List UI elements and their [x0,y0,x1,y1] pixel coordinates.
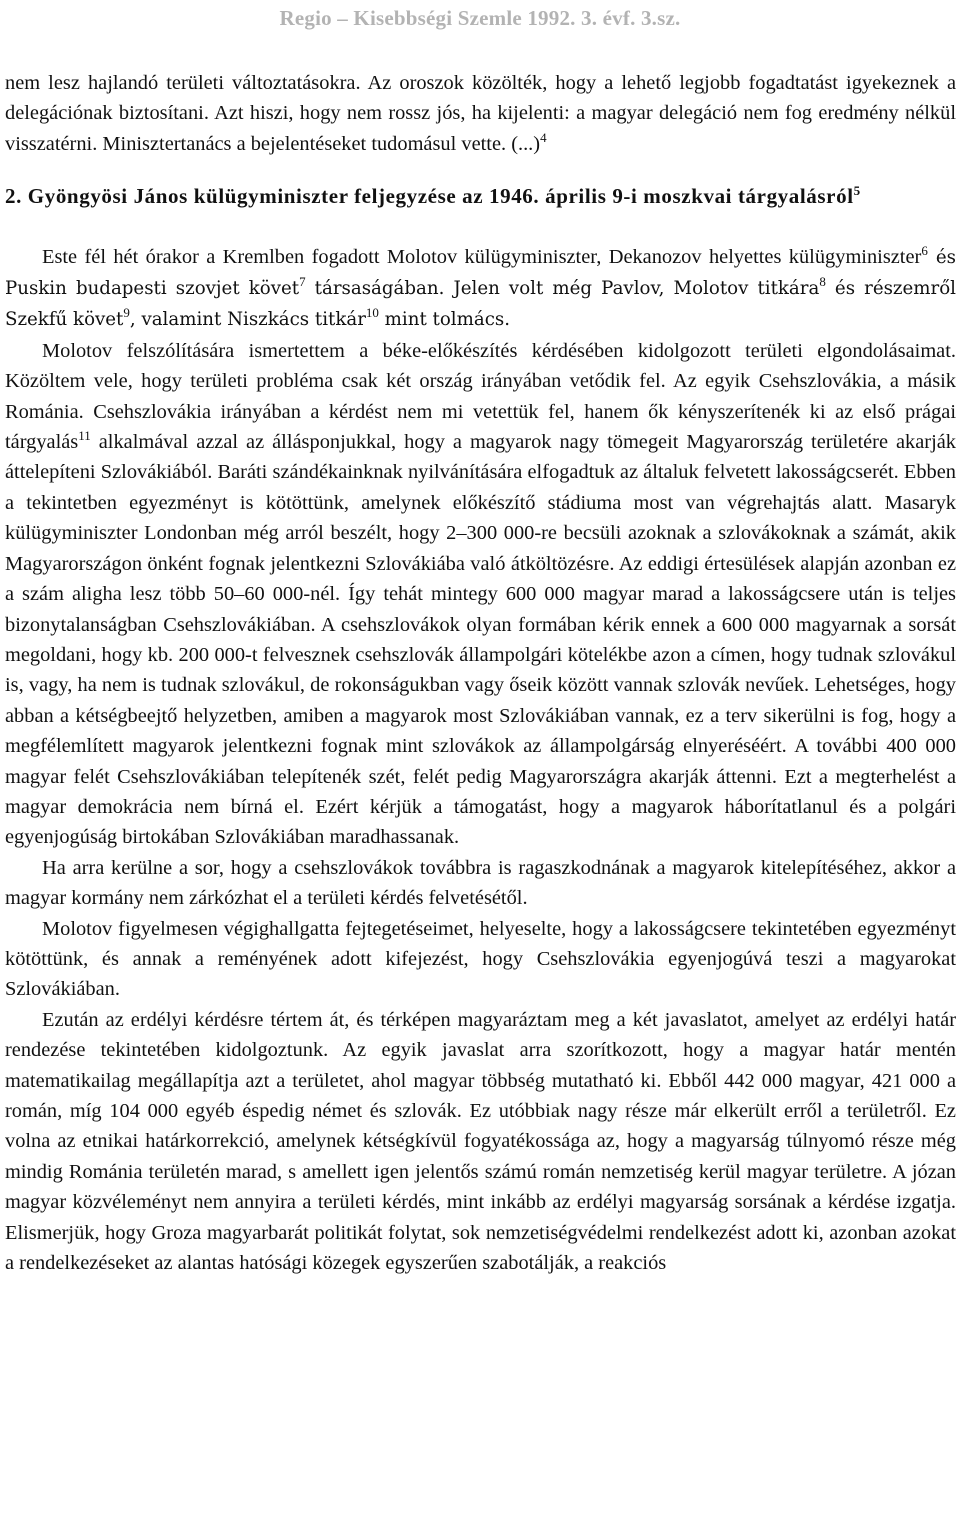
section-heading [5,181,956,211]
paragraph-meeting-participants [5,242,956,336]
intro-text: nem lesz hajlandó területi változtatásokra. Az oroszok közölték, hogy a lehető legjobb fogadtatást igyekeznek a delegációnak biztosítani. Azt hiszi, hogy nem rossz jós, ha kijelenti: a magyar delegáció nem fog eredmény nélkül visszatérni. Minisztertanács a bejelentéseket tudomásul vette. (...) [5,72,956,155]
footnote-ref[interactable]: 7 [299,274,306,290]
paragraph-text: Ha arra kerülne a sor, hogy a csehszlovákok továbbra is ragaszkodnának a magyarok kitelepítéséhez, akkor a magyar kormány nem zárkózhat el a területi kérdés felvetésétől. [5,856,956,910]
footnote-ref[interactable]: 4 [540,129,547,145]
section-heading-text: 2. Gyöngyösi János külügyminiszter feljegyzése az 1946. április 9-i moszkvai tárgyalásról [5,184,854,209]
paragraph-transylvania [5,1005,956,1279]
paragraph-czechoslovakia [5,336,956,853]
paragraph-resettlement [5,853,956,914]
document-body [5,68,956,1278]
footnote-ref[interactable]: 6 [921,242,928,258]
paragraph-text: , valamint Niszkács titkár [129,309,366,331]
paragraph-text: társaságában. Jelen volt még Pavlov, Molotov titkára [305,278,820,300]
footnote-ref[interactable]: 10 [365,305,379,321]
paragraph-text: és Puskin budapesti szovjet követ [5,246,956,300]
intro-paragraph [5,68,956,159]
footnote-ref[interactable]: 11 [78,428,91,444]
footnote-ref[interactable]: 5 [853,183,861,199]
footnote-ref[interactable]: 8 [819,274,826,290]
running-header: Regio – Kisebbségi Szemle 1992. 3. évf. 3.sz. [279,6,681,30]
paragraph-text: alkalmával azzal az állásponjukkal, hogy a magyarok nagy tömegeit Magyarország területére akarják áttelepíteni Szlovákiából. Baráti szándékainknak nyilvánítására elfogadtuk az általuk felvetett lakosságcserét. Ebben a tekintetben egyezményt is kötöttünk, amelynek előkészítő stádiuma most van végrehajtás alatt. Masaryk külügyminiszter Londonban még arról beszélt, hogy 2–300 000-re becsüli azoknak a szlovákoknak a számát, akik Magyarországon önként fognak jelentkezni Szlovákiába való átköltözésre. Az eddigi értesülések alapján azonban ez a szám aligha lesz több 50–60 000-nél. Így tehát mintegy 600 000 magyar marad a lakosságcsere után is teljes bizonytalanságban Csehszlovákiában. A csehszlovákok olyan formában kérik ennek a 600 000 magyarnak a sorsát megoldani, hogy kb. 200 000-t felvesznek csehszlovák állampolgári kötelékbe azon a címen, hogy tudnak szlovákul is, vagy, ha nem is tudnak szlovákul, de rokonságukban vagy őseik között vannak szlovák nevűek. Lehetséges, hogy abban a kétségbeejtő helyzetben, amiben a magyarok most Szlovákiában vannak, ez a terv sikerülni is fog, hogy a megfélemlített magyarok jelentkezni fognak mint szlovákok az állampolgárság elnyeréséért. A további 400 000 magyar felét Csehszlovákiában telepítenék szét, felét pedig Magyarországra akarják áttenni. Ezt a megterhelést a magyar demokrácia nem bírná el. Ezért kérjük a támogatást, hogy a magyarok háborítatlanul és a polgári egyenjogúság birtokában Szlovákiában maradhassanak. [5,431,956,849]
paragraph-text: Este fél hét órakor a Kremlben fogadott Molotov külügyminiszter, Dekanozov helyettes külügyminiszter [42,245,922,268]
paragraph-text: és részemről Szekfű követ [5,278,956,331]
paragraph-text: Molotov felszólítására ismertettem a béke-előkészítés kérdésében kidolgozott területi elgondolásaimat. Közöltem vele, hogy területi probléma csak két ország irányában vetődik fel. Az egyik Csehszlovákia, a másik Románia. Csehszlovákia irányában a kérdést nem mi vetettük fel, hanem ők kényszerítenék ki az első prágai tárgyalás [5,339,956,454]
paragraph-molotov-response [5,914,956,1005]
paragraph-text: Ezután az erdélyi kérdésre tértem át, és térképen magyaráztam meg a két javaslatot, amelyet az erdélyi határ rendezése tekintetében kidolgoztunk. Az egyik javaslat arra szorítkozott, hogy a magyar határ mentén matematikailag megállapítja azt a területet, ahol magyar többség mutatható ki. Ebből 442 000 magyar, 421 000 a román, míg 104 000 egyéb éspedig német és szlovák. Ez utóbbiak nagy része már elkerült erről a területről. Ez volna az etnikai határkorrekció, amelynek kétségkívül fogyatékossága az, hogy a magyarság túlnyomó része még mindig Románia területén marad, s amellett igen jelentős számú román nemzetiség kerül magyar területre. A józan magyar közvéleményt nem annyira a területi kérdés, mint inkább az erdélyi magyarság sorsának a kérdése izgatja. Elismerjük, hogy Groza magyarbarát politikát folytat, sok nemzetiségvédelmi rendelkezést adott ki, azonban azokat a rendelkezéseket az alantas hatósági közegek egyszerűen szabotálják, a reakciós [5,1008,956,1275]
footnote-ref[interactable]: 9 [123,305,130,321]
paragraph-text: Molotov figyelmesen végighallgatta fejtegetéseimet, helyeselte, hogy a lakosságcsere tekintetében egyezményt kötöttünk, és annak a reményének adott kifejezést, hogy Csehszlovákia egyenjogúvá teszi a magyarokat Szlovákiában. [5,917,956,1001]
paragraph-text: mint tolmács. [378,309,511,331]
